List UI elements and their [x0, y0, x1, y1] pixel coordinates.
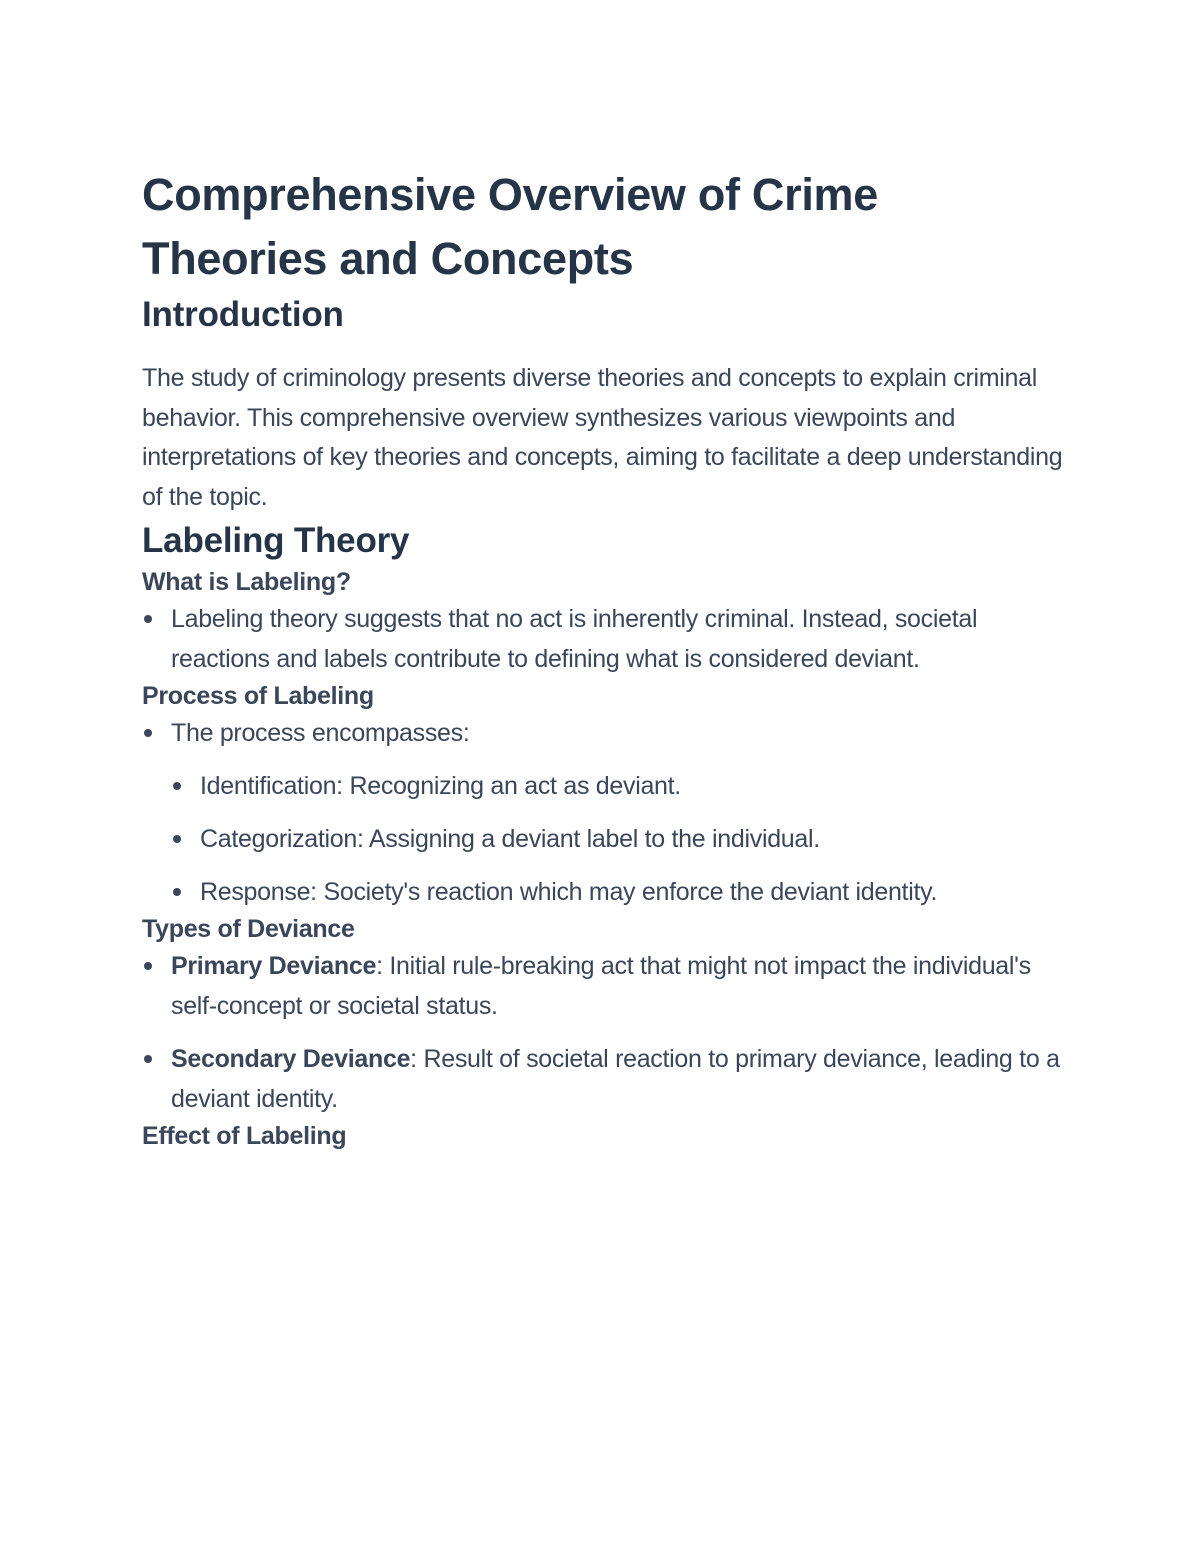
what-is-labeling-heading: What is Labeling?: [142, 568, 351, 596]
term-definition: : Initial rule-breaking act that might not impact the individual's self-concept or societal status.: [171, 952, 1031, 1020]
term-label: Secondary Deviance: [171, 1045, 411, 1073]
labeling-theory-heading: Labeling Theory: [142, 521, 410, 560]
document-title: Comprehensive Overview of Crime Theories and Concepts: [142, 169, 878, 284]
document-page: [142, 163, 1072, 1153]
bullet-icon: [144, 962, 152, 970]
list-item-text: Categorization: Assigning a deviant label to the individual.: [200, 825, 820, 853]
term-definition: : Result of societal reaction to primary deviance, leading to a deviant identity.: [171, 1045, 1060, 1113]
effect-of-labeling-heading: Effect of Labeling: [142, 1122, 347, 1150]
bullet-icon: [144, 1055, 152, 1063]
introduction-paragraph: The study of criminology presents diverse theories and concepts to explain criminal behavior. This comprehensive overview synthesizes various viewpoints and interpretations of key theories and concepts, aiming to facilitate a deep understanding of the topic.: [142, 364, 1063, 511]
bullet-icon: [144, 615, 152, 623]
process-of-labeling-heading: Process of Labeling: [142, 682, 374, 710]
what-is-labeling-list: [142, 599, 1072, 679]
bullet-icon: [173, 888, 181, 896]
process-of-labeling-list: [142, 713, 1072, 912]
list-item-text: Identification: Recognizing an act as deviant.: [200, 772, 681, 800]
bullet-icon: [173, 835, 181, 843]
list-item: [171, 819, 1072, 859]
list-item: [142, 599, 1072, 679]
term-label: Primary Deviance: [171, 952, 377, 980]
list-item: [171, 766, 1072, 806]
list-item: [142, 1039, 1072, 1119]
list-item-text: The process encompasses:: [171, 719, 470, 747]
types-of-deviance-heading: Types of Deviance: [142, 915, 355, 943]
bullet-icon: [144, 729, 152, 737]
list-item: [142, 946, 1072, 1026]
process-steps-list: [171, 766, 1072, 912]
list-item: [142, 713, 1072, 912]
list-item-text: Labeling theory suggests that no act is inherently criminal. Instead, societal reactions and labels contribute to defining what is considered deviant.: [171, 605, 978, 673]
list-item: [171, 872, 1072, 912]
list-item-text: Response: Society's reaction which may enforce the deviant identity.: [200, 878, 938, 906]
bullet-icon: [173, 782, 181, 790]
introduction-heading: Introduction: [142, 295, 344, 334]
types-of-deviance-list: [142, 946, 1072, 1119]
